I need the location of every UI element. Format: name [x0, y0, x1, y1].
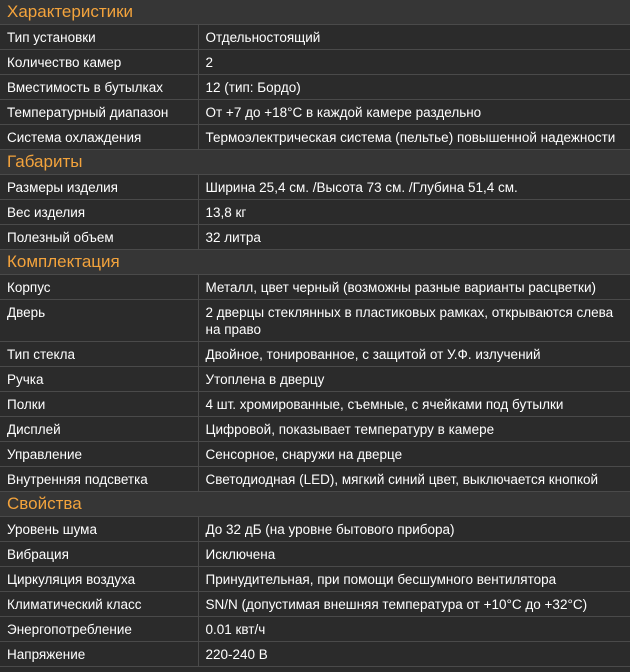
spec-value: Металл, цвет черный (возможны разные варианты расцветки) [198, 275, 630, 300]
spec-label: Энергопотребление [0, 617, 198, 642]
spec-row [0, 200, 630, 225]
spec-label: Размеры изделия [0, 175, 198, 200]
spec-row [0, 125, 630, 150]
spec-value: 13,8 кг [198, 200, 630, 225]
spec-value: До 32 дБ (на уровне бытового прибора) [198, 517, 630, 542]
spec-row [0, 100, 630, 125]
spec-value: Отдельностоящий [198, 25, 630, 50]
spec-value: Сенсорное, снаружи на дверце [198, 442, 630, 467]
spec-row [0, 567, 630, 592]
spec-value: SN/N (допустимая внешняя температура от +10°C до +32°C) [198, 592, 630, 617]
spec-value: 220-240 В [198, 642, 630, 667]
section-header [0, 250, 630, 275]
spec-label: Внутренняя подсветка [0, 467, 198, 492]
spec-value: Цифровой, показывает температуру в камере [198, 417, 630, 442]
spec-value: 32 литра [198, 225, 630, 250]
spec-row [0, 542, 630, 567]
spec-label: Количество камер [0, 50, 198, 75]
spec-label: Полезный объем [0, 225, 198, 250]
section-header [0, 150, 630, 175]
section-title: Комплектация [0, 250, 630, 275]
spec-label: Циркуляция воздуха [0, 567, 198, 592]
spec-value: 2 [198, 50, 630, 75]
spec-row [0, 392, 630, 417]
spec-label: Управление [0, 442, 198, 467]
spec-label: Тип стекла [0, 342, 198, 367]
spec-value: Термоэлектрическая система (пельтье) повышенной надежности [198, 125, 630, 150]
spec-value: Двойное, тонированное, с защитой от У.Ф. излучений [198, 342, 630, 367]
spec-row [0, 275, 630, 300]
section-header [0, 0, 630, 25]
spec-row [0, 517, 630, 542]
section-title: Габариты [0, 150, 630, 175]
spec-row [0, 50, 630, 75]
spec-value: 12 (тип: Бордо) [198, 75, 630, 100]
spec-row [0, 25, 630, 50]
spec-label: Температурный диапазон [0, 100, 198, 125]
spec-row [0, 175, 630, 200]
spec-row [0, 592, 630, 617]
spec-value: Утоплена в дверцу [198, 367, 630, 392]
spec-value: 0.01 квт/ч [198, 617, 630, 642]
spec-label: Тип установки [0, 25, 198, 50]
section-title: Свойства [0, 492, 630, 517]
spec-label: Система охлаждения [0, 125, 198, 150]
spec-value: Ширина 25,4 см. /Высота 73 см. /Глубина 51,4 см. [198, 175, 630, 200]
spec-row [0, 617, 630, 642]
spec-label: Дисплей [0, 417, 198, 442]
section-header [0, 492, 630, 517]
spec-label: Полки [0, 392, 198, 417]
spec-row [0, 367, 630, 392]
spec-label: Уровень шума [0, 517, 198, 542]
spec-label: Вес изделия [0, 200, 198, 225]
spec-row [0, 442, 630, 467]
spec-value: 2 дверцы стеклянных в пластиковых рамках, открываются слева на право [198, 300, 630, 342]
spec-value: 4 шт. хромированные, съемные, с ячейками под бутылки [198, 392, 630, 417]
spec-row [0, 342, 630, 367]
spec-row [0, 417, 630, 442]
spec-label: Ручка [0, 367, 198, 392]
spec-label: Напряжение [0, 642, 198, 667]
spec-label: Вибрация [0, 542, 198, 567]
spec-label: Климатический класс [0, 592, 198, 617]
spec-value: Принудительная, при помощи бесшумного вентилятора [198, 567, 630, 592]
spec-value: Светодиодная (LED), мягкий синий цвет, выключается кнопкой [198, 467, 630, 492]
spec-label: Вместимость в бутылках [0, 75, 198, 100]
spec-row [0, 75, 630, 100]
spec-row [0, 300, 630, 342]
spec-row [0, 467, 630, 492]
spec-row [0, 642, 630, 667]
spec-label: Дверь [0, 300, 198, 342]
spec-value: Исключена [198, 542, 630, 567]
spec-label: Корпус [0, 275, 198, 300]
section-title: Характеристики [0, 0, 630, 25]
spec-row [0, 225, 630, 250]
spec-value: От +7 до +18°C в каждой камере раздельно [198, 100, 630, 125]
